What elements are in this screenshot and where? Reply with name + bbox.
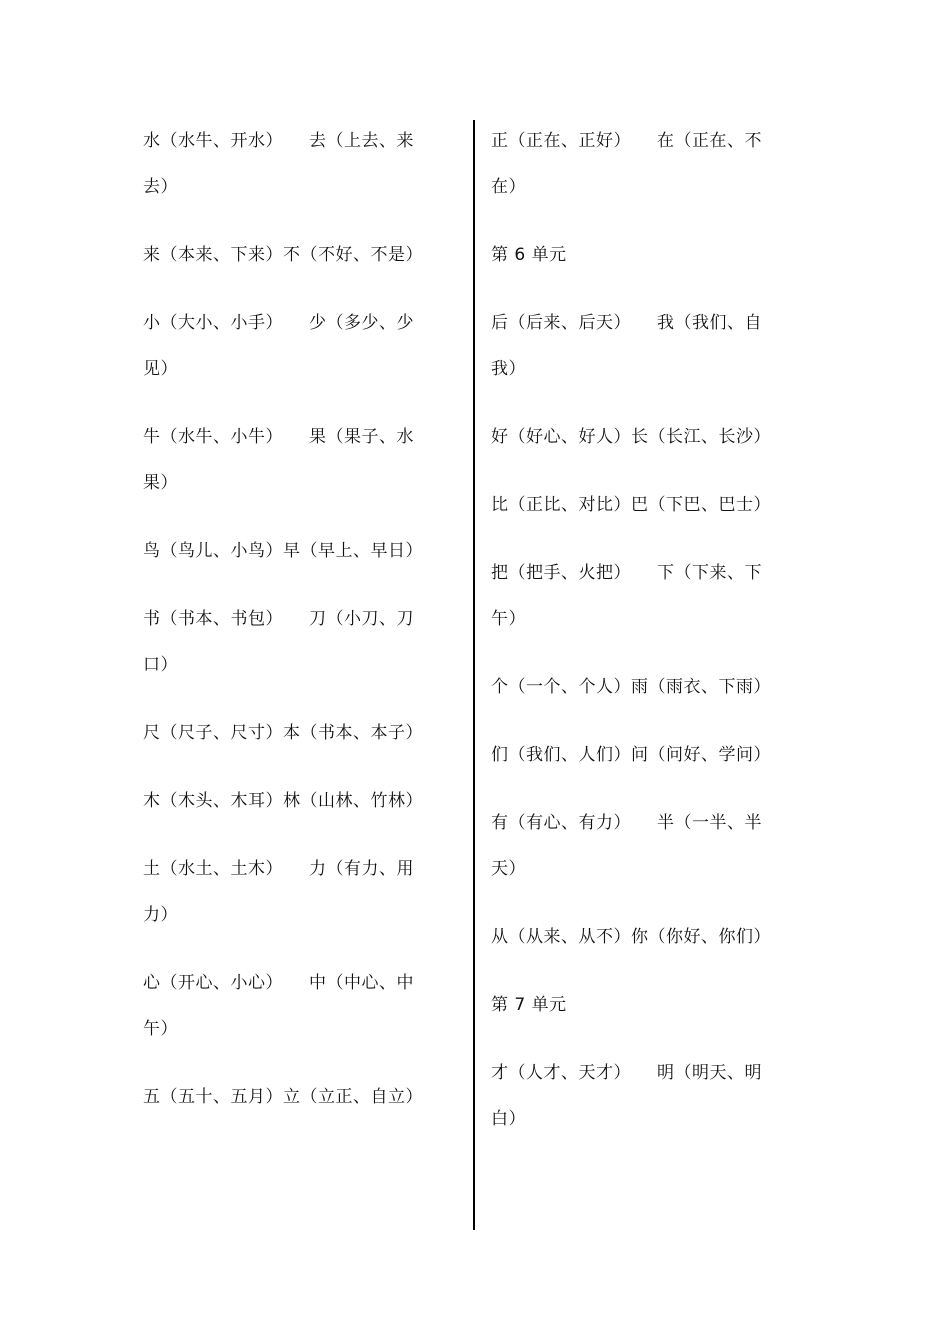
vocab-character-a: 有（有心、有力） [491,813,631,833]
vocab-character-b: 长（长江、长沙） [631,427,771,447]
vocab-character-a: 比（正比、对比） [491,495,631,515]
vocab-entry [143,118,433,210]
vocab-character-a: 个（一个、个人） [491,677,631,697]
vocab-character-b: 力（有力、用力） [143,859,414,925]
vocab-entry [143,414,433,506]
vocab-character-a: 木（木头、木耳） [143,791,283,811]
vocab-entry [143,960,433,1052]
vocab-character-a: 水（水牛、开水） [143,131,283,151]
unit-heading: 第 6 单元 [491,245,567,265]
vocab-entry [143,1074,433,1120]
vocab-entry [143,528,433,574]
vocab-character-a: 从（从来、从不） [491,927,631,947]
vocab-character-b: 明（明天、明白） [491,1063,762,1129]
vocab-character-a: 尺（尺子、尺寸） [143,723,283,743]
right-column [491,118,781,1164]
vocab-character-a: 来（本来、下来） [143,245,283,265]
vocab-character-b: 半（一半、半天） [491,813,762,879]
vocab-character-b: 果（果子、水果） [143,427,414,493]
vocab-entry [491,550,781,642]
vocab-entry [491,118,781,210]
left-column [143,118,433,1142]
vocab-entry [143,778,433,824]
vocab-character-a: 才（人才、天才） [491,1063,631,1083]
vocab-character-b: 下（下来、下午） [491,563,762,629]
vocab-character-a: 心（开心、小心） [143,973,283,993]
vocab-character-b: 早（早上、早日） [283,541,423,561]
vocab-character-b: 本（书本、本子） [283,723,423,743]
vocab-character-a: 五（五十、五月） [143,1087,283,1107]
vocab-character-a: 牛（水牛、小牛） [143,427,283,447]
vocab-character-a: 把（把手、火把） [491,563,631,583]
vocab-character-b: 立（立正、自立） [283,1087,423,1107]
column-divider [473,120,475,1230]
vocab-character-a: 后（后来、后天） [491,313,631,333]
vocab-character-b: 中（中心、中午） [143,973,414,1039]
vocab-character-b: 问（问好、学问） [631,745,771,765]
vocab-entry [491,1050,781,1142]
vocab-character-a: 土（水土、土木） [143,859,283,879]
vocab-entry [143,846,433,938]
vocab-entry [491,414,781,460]
vocab-character-a: 鸟（鸟儿、小鸟） [143,541,283,561]
vocab-character-b: 刀（小刀、刀口） [143,609,414,675]
vocab-character-b: 雨（雨衣、下雨） [631,677,771,697]
vocab-character-b: 巴（下巴、巴士） [631,495,771,515]
vocab-entry [491,300,781,392]
vocab-entry [491,732,781,778]
vocab-entry [491,664,781,710]
vocab-character-b: 林（山林、竹林） [283,791,423,811]
vocab-character-b: 你（你好、你们） [631,927,771,947]
vocab-character-a: 小（大小、小手） [143,313,283,333]
vocab-entry [143,710,433,756]
vocab-character-a: 好（好心、好人） [491,427,631,447]
vocab-character-a: 书（书本、书包） [143,609,283,629]
vocab-entry [491,914,781,960]
vocab-entry [143,596,433,688]
vocab-character-a: 正（正在、正好） [491,131,631,151]
unit-heading: 第 7 单元 [491,995,567,1015]
vocab-entry [491,800,781,892]
vocab-character-b: 少（多少、少见） [143,313,414,379]
vocab-entry [143,232,433,278]
vocab-entry [491,482,781,528]
vocab-character-b: 不（不好、不是） [283,245,423,265]
vocab-character-b: 我（我们、自我） [491,313,762,379]
vocab-character-b: 去（上去、来去） [143,131,414,197]
vocab-character-b: 在（正在、不在） [491,131,762,197]
vocab-character-a: 们（我们、人们） [491,745,631,765]
vocab-entry [143,300,433,392]
